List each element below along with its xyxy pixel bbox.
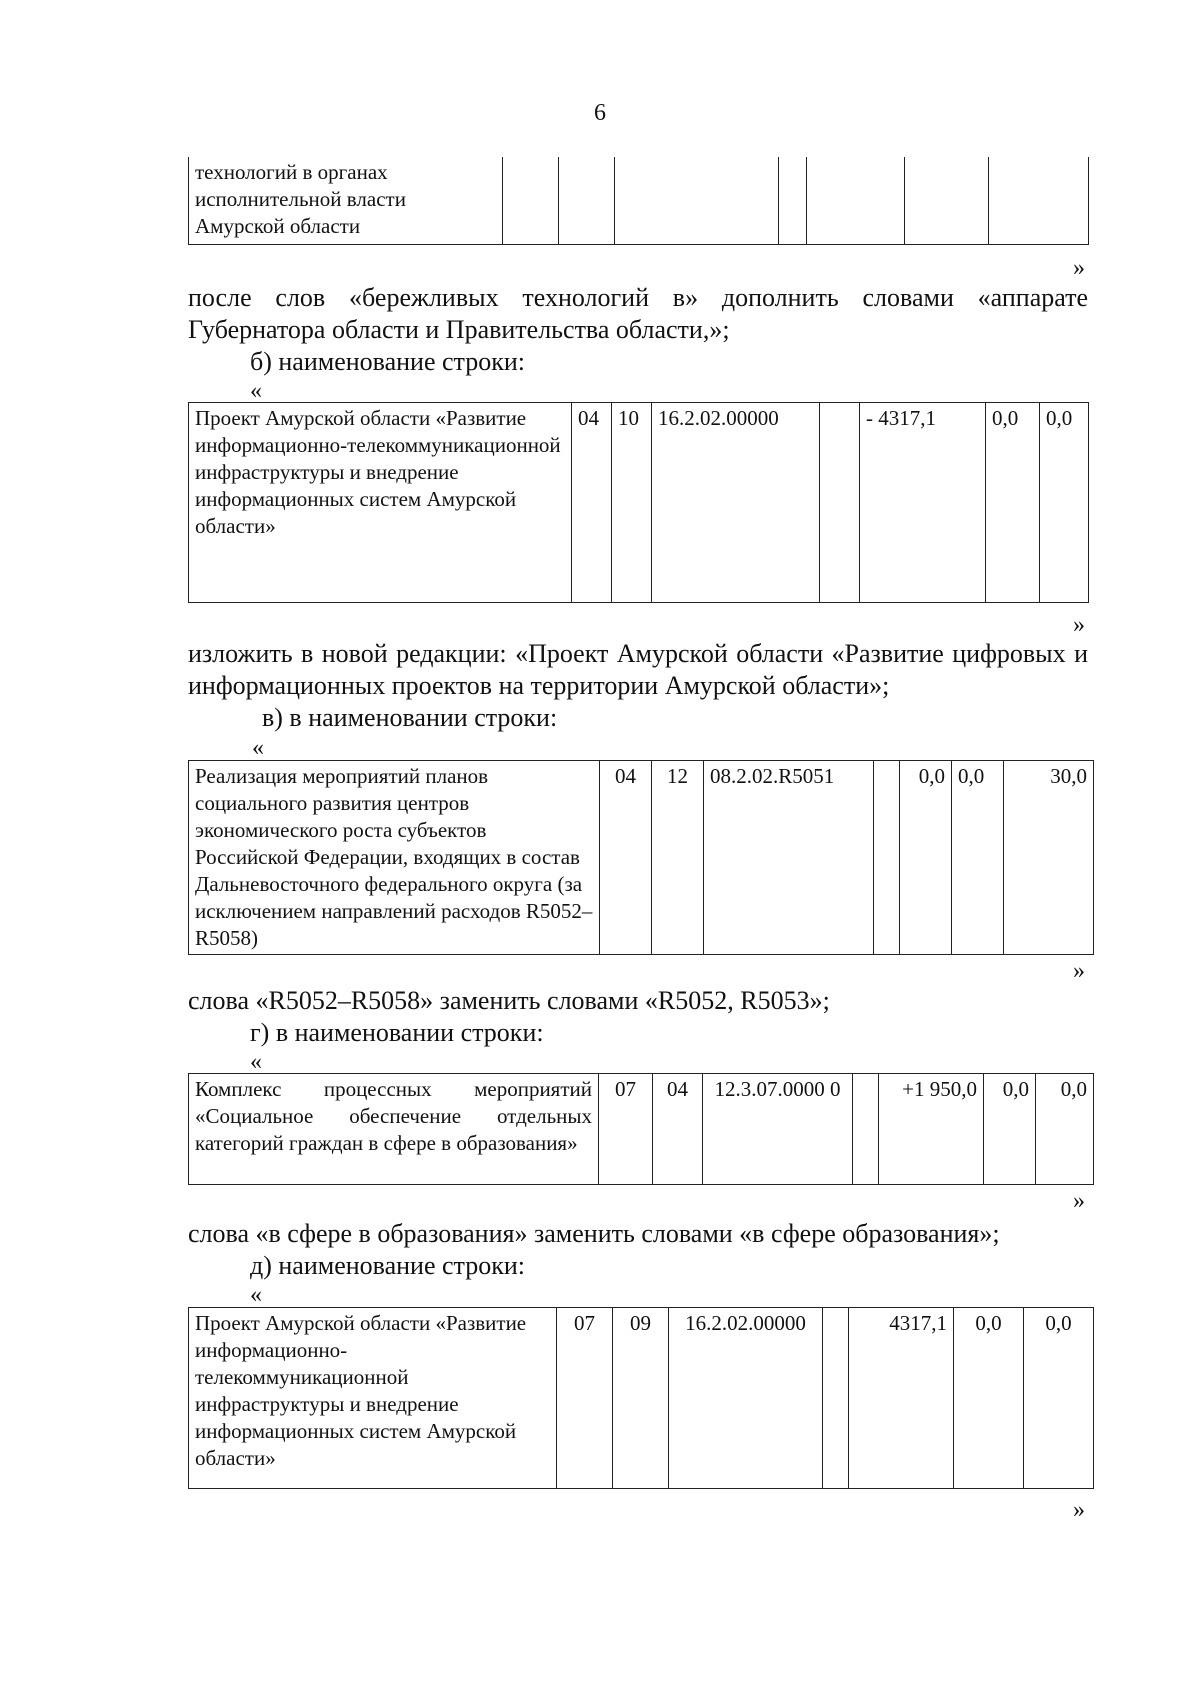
amount-cell: 30,0: [1004, 761, 1094, 955]
table-b: [188, 402, 1089, 603]
row-name-cell: Проект Амурской области «Развитие информационно-телекоммуникационной инфраструктуры и внедрение информационных систем Амурской области»: [189, 1308, 557, 1489]
open-quote: «: [250, 378, 262, 404]
section-cell: 07: [599, 1074, 653, 1185]
subsection-cell: 09: [613, 1308, 669, 1489]
section-cell: 04: [600, 761, 652, 955]
paragraph-c: слова «R5052–R5058» заменить словами «R5052, R5053»;: [188, 986, 830, 1015]
subsection-cell: [559, 157, 615, 245]
amount-cell: 0,0: [1024, 1308, 1094, 1489]
row-name-cell: Проект Амурской области «Развитие информационно-телекоммуникационной инфраструктуры и внедрение информационных систем Амурской области»: [189, 403, 572, 603]
expense-type-cell: [823, 1308, 849, 1489]
amount-cell: 0,0: [1040, 403, 1089, 603]
paragraph-a: после слов «бережливых технологий в» дополнить словами «аппарате Губернатора области и Правительства области,»;: [188, 283, 1088, 344]
subsection-cell: 12: [652, 761, 704, 955]
section-cell: [503, 157, 559, 245]
close-quote: »: [1073, 255, 1085, 281]
open-quote: «: [250, 1282, 262, 1308]
heading-e: д) наименование строки:: [250, 1251, 525, 1280]
amount-cell: 4317,1: [849, 1308, 954, 1489]
amount-cell: [989, 157, 1089, 245]
expense-type-cell: [820, 403, 860, 603]
heading-d: г) в наименовании строки:: [250, 1018, 544, 1047]
target-article-cell: 16.2.02.00000: [652, 403, 820, 603]
amount-cell: 0,0: [986, 403, 1040, 603]
row-name-cell: Комплекс процессных мероприятий «Социальное обеспечение отдельных категорий граждан в сфере в образования»: [189, 1074, 599, 1185]
expense-type-cell: [853, 1074, 879, 1185]
table-d: [188, 1073, 1094, 1185]
close-quote: »: [1073, 1497, 1085, 1523]
amount-cell: 0,0: [984, 1074, 1036, 1185]
amount-cell: +1 950,0: [879, 1074, 984, 1185]
paragraph-b: изложить в новой редакции: «Проект Амурской области «Развитие цифровых и информационных проектов на территории Амурской области»;: [188, 639, 1088, 700]
amount-cell: [807, 157, 905, 245]
table-continuation: [188, 157, 1089, 245]
section-cell: 07: [557, 1308, 613, 1489]
row-name-cell: Реализация мероприятий планов социального развития центров экономического роста субъектов Российской Федерации, входящих в состав Дальневосточного федерального округа (за исключением направлений расходов R5052–R5058): [189, 761, 600, 955]
amount-cell: 0,0: [954, 1308, 1024, 1489]
page-number: 6: [594, 100, 606, 126]
open-quote: «: [252, 735, 264, 761]
expense-type-cell: [779, 157, 807, 245]
heading-c: в) в наименовании строки:: [262, 703, 558, 732]
heading-b: б) наименование строки:: [250, 347, 525, 376]
close-quote: »: [1073, 958, 1085, 984]
close-quote: »: [1073, 1188, 1085, 1214]
amount-cell: 0,0: [900, 761, 952, 955]
amount-cell: - 4317,1: [860, 403, 986, 603]
expense-type-cell: [874, 761, 900, 955]
target-article-cell: 12.3.07.0000 0: [703, 1074, 853, 1185]
target-article-cell: 08.2.02.R5051: [704, 761, 874, 955]
amount-cell: [905, 157, 989, 245]
paragraph-d: слова «в сфере в образования» заменить словами «в сфере образования»;: [188, 1219, 1000, 1248]
open-quote: «: [250, 1049, 262, 1075]
close-quote: »: [1073, 612, 1085, 638]
subsection-cell: 10: [612, 403, 652, 603]
subsection-cell: 04: [653, 1074, 703, 1185]
target-article-cell: 16.2.02.00000: [669, 1308, 823, 1489]
section-cell: 04: [572, 403, 612, 603]
target-article-cell: [615, 157, 779, 245]
row-name-cell: технологий в органах исполнительной власти Амурской области: [189, 157, 503, 245]
amount-cell: 0,0: [952, 761, 1004, 955]
amount-cell: 0,0: [1036, 1074, 1094, 1185]
table-e: [188, 1307, 1094, 1489]
table-c: [188, 760, 1094, 955]
